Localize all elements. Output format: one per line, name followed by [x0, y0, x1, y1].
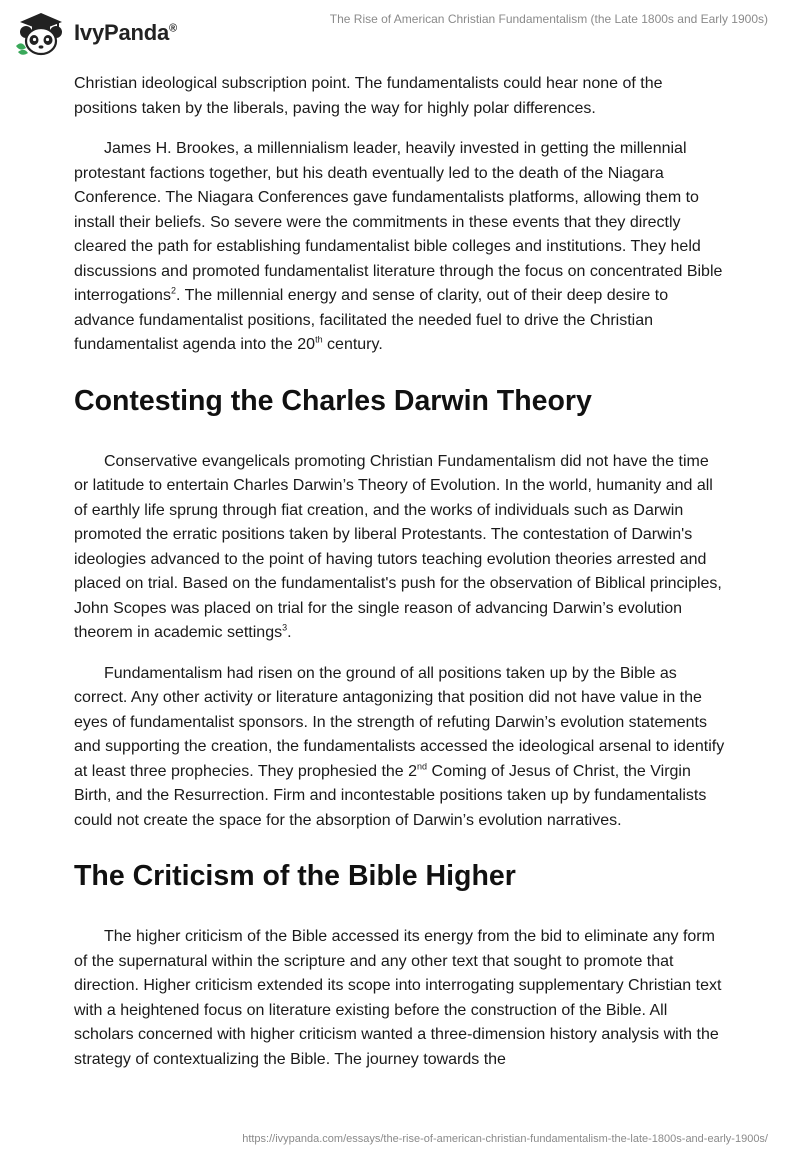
- essay-body: [74, 72, 726, 1088]
- footnote-ref[interactable]: 3: [282, 622, 288, 633]
- ivypanda-logo[interactable]: [14, 10, 177, 56]
- paragraph: The higher criticism of the Bible accessed its energy from the bid to eliminate any form of the supernatural within the scripture and any other text that sought to promote that direction. Higher criticism extended its scope into interrogating supplementary Christian text with a heightened focus on literature existing before the construction of the Bible. All scholars concerned with higher criticism wanted a three-dimension history analysis with the strategy of contextualizing the Bible. The journey towards the: [74, 928, 722, 1068]
- paragraph: Fundamentalism had risen on the ground of all positions taken up by the Bible as correct. Any other activity or literature antagonizing that position did not have value in the eyes of fundamentalist sponsors. In the strength of refuting Darwin’s evolution statements and supporting the creation, the fundamentalists accessed the ideological arsenal to identify at least three prophecies. They prophesied the 2nd Coming of Jesus of Christ, the Virgin Birth, and the Resurrection. Firm and incontestable positions taken up by fundamentalists could not create the space for the absorption of Darwin’s evolution narratives.: [74, 664, 725, 829]
- paragraph: Conservative evangelicals promoting Christian Fundamentalism did not have the time or latitude to entertain Charles Darwin’s Theory of Evolution. In the world, humanity and all of earthly life sprung through fiat creation, and the works of individuals such as Darwin promoted the erratic positions taken by liberal Protestants. The contestation of Darwin's ideologies advanced to the point of having tutors teaching evolution theories arrested and placed on trial. Based on the fundamentalist's push for the observation of Biblical principles, John Scopes was placed on trial for the single reason of advancing Darwin’s evolution theorem in academic settings$^3$.: [74, 452, 722, 641]
- ordinal-suffix: nd: [417, 761, 428, 772]
- section-heading: The Criticism of the Bible Higher: [74, 860, 516, 892]
- paragraph: Christian ideological subscription point. The fundamentalists could hear none of the positions taken by the liberals, paving the way for highly polar differences.: [74, 75, 663, 117]
- brand-name: IvyPanda®: [74, 20, 177, 45]
- registered-mark: ®: [169, 22, 177, 35]
- source-url[interactable]: https://ivypanda.com/essays/the-rise-of-american-christian-fundamentalism-the-late-1800s-and-early-1900s/: [242, 1133, 768, 1145]
- ordinal-suffix: th: [315, 334, 323, 345]
- panda-graduate-icon: [14, 10, 68, 56]
- document-title: The Rise of American Christian Fundamentalism (the Late 1800s and Early 1900s): [329, 12, 768, 26]
- section-heading: Contesting the Charles Darwin Theory: [74, 384, 592, 417]
- paragraph: James H. Brookes, a millennialism leader, heavily invested in getting the millennial protestant factions together, but his death eventually led to the death of the Niagara Conference. The Niagara Conferences gave fundamentalists platforms, allowing them to install their beliefs. So severe were the commitments in these events that they directly cleared the path for establishing fundamentalist bible colleges and institutions. They held discussions and promoted fundamentalist literature through the focus on concentrated Bible interrogations$^2$. The millennial energy and sense of clarity, out of their deep desire to advance fundamentalist positions, facilitated the needed fuel to drive the Christian fundamentalist agenda into the 20th century.: [74, 140, 723, 353]
- footnote-ref[interactable]: 2: [170, 285, 176, 296]
- page-header: [0, 0, 800, 62]
